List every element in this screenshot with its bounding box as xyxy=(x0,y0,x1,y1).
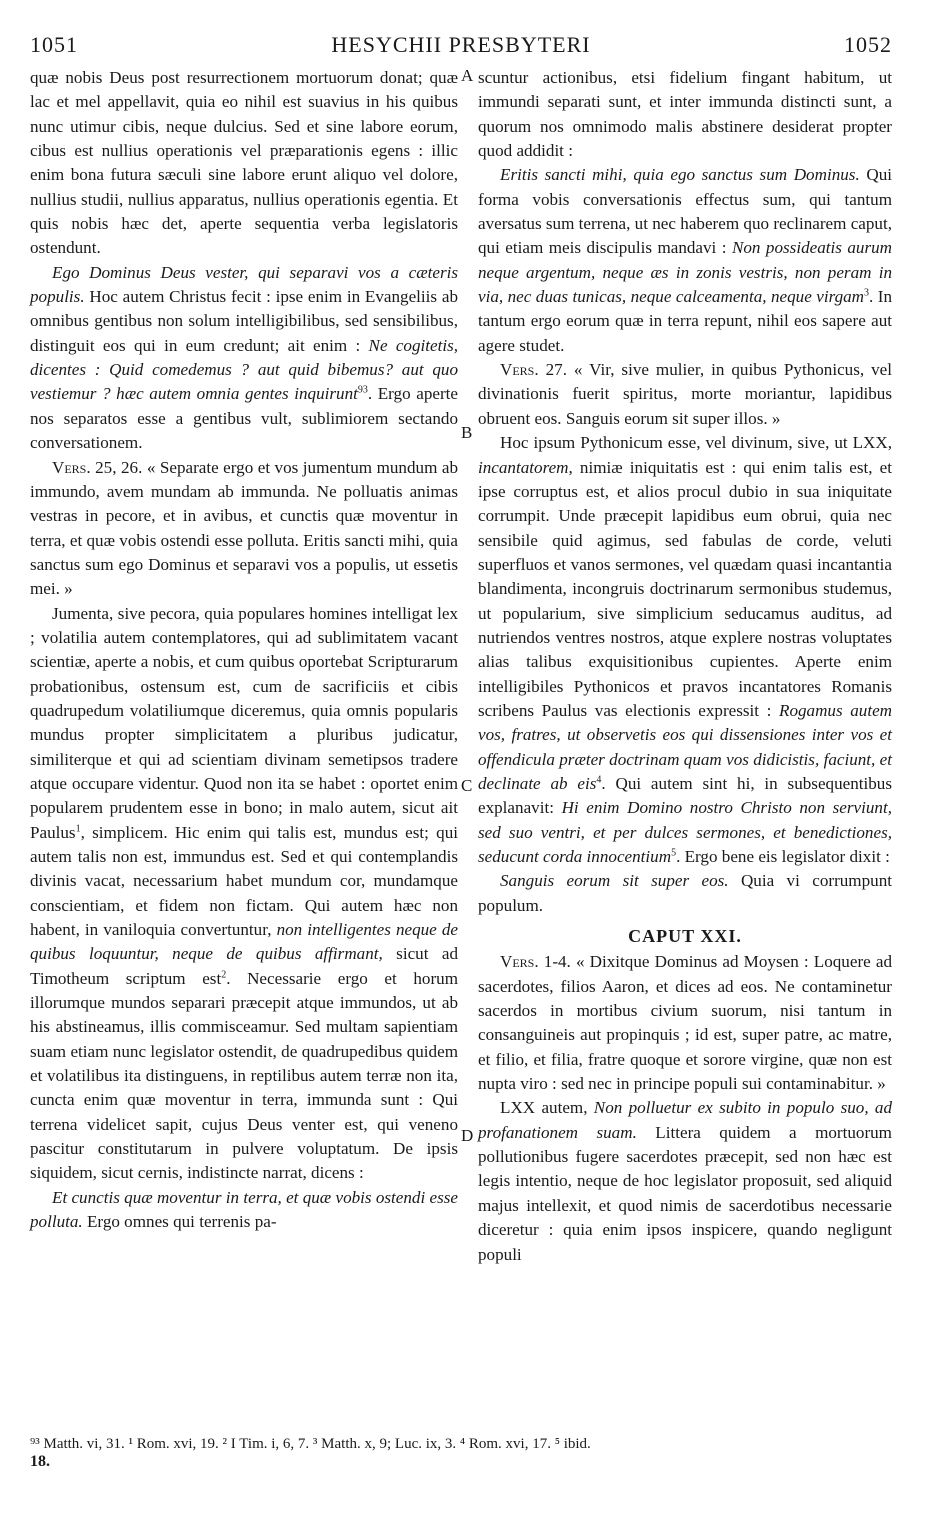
running-title: HESYCHII PRESBYTERI xyxy=(331,32,591,57)
right-column xyxy=(478,66,892,1267)
chapter-heading: CAPUT XXI. xyxy=(628,926,742,947)
paragraph: LXX autem, Non polluetur ex subito in populo suo, ad profanationem suam. Littera quidem a mortuorum pollutionibus fugere sacerdotes præcepit, sed non hæc est legis intentio, neque de hoc legislator proposuit, sed aliquid majus intellexit, et quod nimis de sacerdotibus necessarie diceretur : quia enim ipsos inspicere, quando negligunt populi xyxy=(478,1098,892,1264)
margin-marker-b: B xyxy=(461,423,473,442)
paragraph: Et cunctis quæ moventur in terra, et quæ vobis ostendi esse polluta. Ergo omnes qui terrenis pa- xyxy=(30,1187,458,1232)
paragraph: Eritis sancti mihi, quia ego sanctus sum Dominus. Qui forma vobis conversationis effectus sum, qui tantum aversatus sum terrena, ut nec haberem quo reclinarem caput, qui etiam meis discipulis mandavi : Non possideatis aurum neque argentum, neque æs in zonis vestris, non peram in via, nec duas tunicas, neque calceamenta, neque virgam$^3$. In tantum ergo eorum quæ in terra repunt, nihil eos sapere aut agere studet. xyxy=(478,165,892,355)
verse-paragraph: Vers. 27. « Vir, sive mulier, in quibus Pythonicus, vel divinationis fuerit spiritus, morte moriantur, lapidibus obruent eos. Sanguis eorum sit super illos. » xyxy=(478,360,892,428)
paragraph: Jumenta, sive pecora, quia populares homines intelligat lex ; volatilia autem contemplatores, qui ad sublimitatem vacant scientiæ, aperte a nobis, et cum quibus oportebat Scripturarum probationibus, ostensum est, cum de sacrificiis et cibis quadrupedum volatiliumque diceremus, quia omnis popularis mundus propter simplicitatem a pluribus judicatur, similiterque et qui ad scientiam divinam semetipsos tradere atque occupare videntur. Quod non ita se habet : oportet enim popularem prudentem esse in bono; in malo autem, sicut ait Paulus$^1$, simplicem. Hic enim qui talis est, mundus est; qui autem talis non est, immundus est. Sed et qui contemplandis divinis vacat, necessarium habet mundum cor, mundamque conscientiam, et fidem non fictam. Qui autem hæc non habent, in vaniloquia convertuntur, non intelligentes neque de quibus loquuntur, neque de quibus affirmant, sicut ad Timotheum scriptum est$^2$. Necessarie ergo et horum illorumque mundos separari præcepit atque immundos, ut ab his abstineamus, illis commisceamur. Sed multam sapientiam suam etiam nunc legislator ostendit, de quadrupedibus quidem et volatilibus ita distinguens, in reptilibus autem terræ non ita, cuncta enim quæ moventur in terra, immunda sunt : Qui terrena videlicet sapit, cujus Deus venter est, qui veneno pascitur constitutarum in pulvere voluptatum. De ipsis siquidem, sicut cernis, indistincte narrat, dicens : xyxy=(30,603,458,1183)
left-column xyxy=(30,66,458,1235)
paragraph: Ego Dominus Deus vester, qui separavi vos a cæteris populis. Hoc autem Christus fecit : ipse enim in Evangeliis ab omnibus gentibus non solum intelligibilibus, sed sensibilibus, distinguit eos qui in eum credunt; ait enim : Ne cogitetis, dicentes : Quid comedemus ? aut quid bibemus? aut quo vestiemur ? hæc autem omnia gentes inquirunt$^{93}$. Ergo aperte nos separatos esse a gentibus vult, sublimiorem sectando conversationem. xyxy=(30,262,459,453)
verse-paragraph: Vers. 1-4. « Dixitque Dominus ad Moysen : Loquere ad sacerdotes, filios Aaron, et dices ad eos. Ne contaminetur sacerdos in mortibus civium suorum, nisi tantum in consanguineis aut propinquis ; id est, super patre, ac matre, et filio, et filia, fratre quoque et sorore virgine, quæ non est nupta viro : sed nec in principe populi sui contaminabitur. » xyxy=(478,952,892,1094)
footnote-ref: 5 xyxy=(671,847,677,859)
margin-marker-a: A xyxy=(461,66,474,85)
footnote-ref: 2 xyxy=(221,969,227,981)
signature-mark: 18. xyxy=(30,1453,50,1470)
verse-paragraph: Vers. 25, 26. « Separate ergo et vos jumentum mundum ab immundo, avem mundam ab immunda. Ne polluatis animas vestras in pecore, et in avibus, et cunctis quæ moventur in terra, et quæ vobis ostendi esse polluta. Eritis sancti mihi, quia sanctus sum ego Dominus et separavi vos a populis, ut essetis mei. » xyxy=(30,457,458,599)
paragraph: Sanguis eorum sit super eos. Quia vi corrumpunt populum. xyxy=(478,871,892,915)
page-header xyxy=(30,32,892,60)
footnote-ref: 93 xyxy=(357,384,368,396)
margin-marker-c: C xyxy=(461,776,473,795)
footnote-ref: 1 xyxy=(75,822,81,834)
margin-marker-d: D xyxy=(461,1126,474,1145)
page-number-left: 1051 xyxy=(30,32,78,57)
footnote-ref: 3 xyxy=(864,287,870,299)
paragraph: Hoc ipsum Pythonicum esse, vel divinum, sive, ut LXX, incantatorem, nimiæ iniquitatis est : qui enim talis est, et ipse corruptus est, et alios procul dubio in sua iniquitate corrumpit. Unde præcepit lapidibus eum obrui, quia nec sensibile quid agimus, sed fabulas de corde, veluti superfluos et vanos sermones, vel quædam quasi incantantia blandimenta, incongruis doctrinarum sermonibus studemus, ut popularium, sive simplicium seducamus auditus, ad nutriendos ventres nostros, atque explere nostras voluptates alias talibus exquisitionibus cupientes. Aperte enim intelligibiles Pythonicos et pravos incantatores Romanis scribens Paulus vas electionis expressit : Rogamus autem vos, fratres, ut observetis eos qui dissensiones inter vos et offendicula præter doctrinam quam vos didicistis, faciunt, et declinate ab eis$^4$. Qui autem sint hi, in subsequentibus explanavit: Hi enim Domino nostro Christo non serviunt, sed suo ventri, et per dulces sermones, et benedictiones, seducunt corda innocentium$^5$. Ergo bene eis legislator dixit : xyxy=(478,433,892,866)
footnotes: ⁹³ Matth. vi, 31. ¹ Rom. xvi, 19. ² I Tim. i, 6, 7. ³ Matth. x, 9; Luc. ix, 3. ⁴ Rom. xvi, 17. ⁵ ibid. xyxy=(30,1436,591,1452)
paragraph: quæ nobis Deus post resurrectionem mortuorum donat; quæ lac et mel appellavit, quia eo nihil est suavius in his quibus nunc utimur cibis, neque dulcius. Sed et sine labore eorum, cibus est nullius operationis vel præparationis egens : illic enim bona futura sæculi sine labore erunt aliquo vel dolore, nullius studii, nullius apparatus, nullius operationis egentia. Et quis nobis hæc det, aperte sequentia verba legislatoris ostendunt. xyxy=(30,68,458,258)
page-number-right: 1052 xyxy=(844,32,892,57)
paragraph: scuntur actionibus, etsi fidelium fingant habitum, ut immundi separati sunt, et inter immunda distincti sunt, a quorum nos omnimodo malis abstinere desiderat propter quod addidit : xyxy=(478,68,892,161)
footnote-ref: 4 xyxy=(596,774,602,786)
